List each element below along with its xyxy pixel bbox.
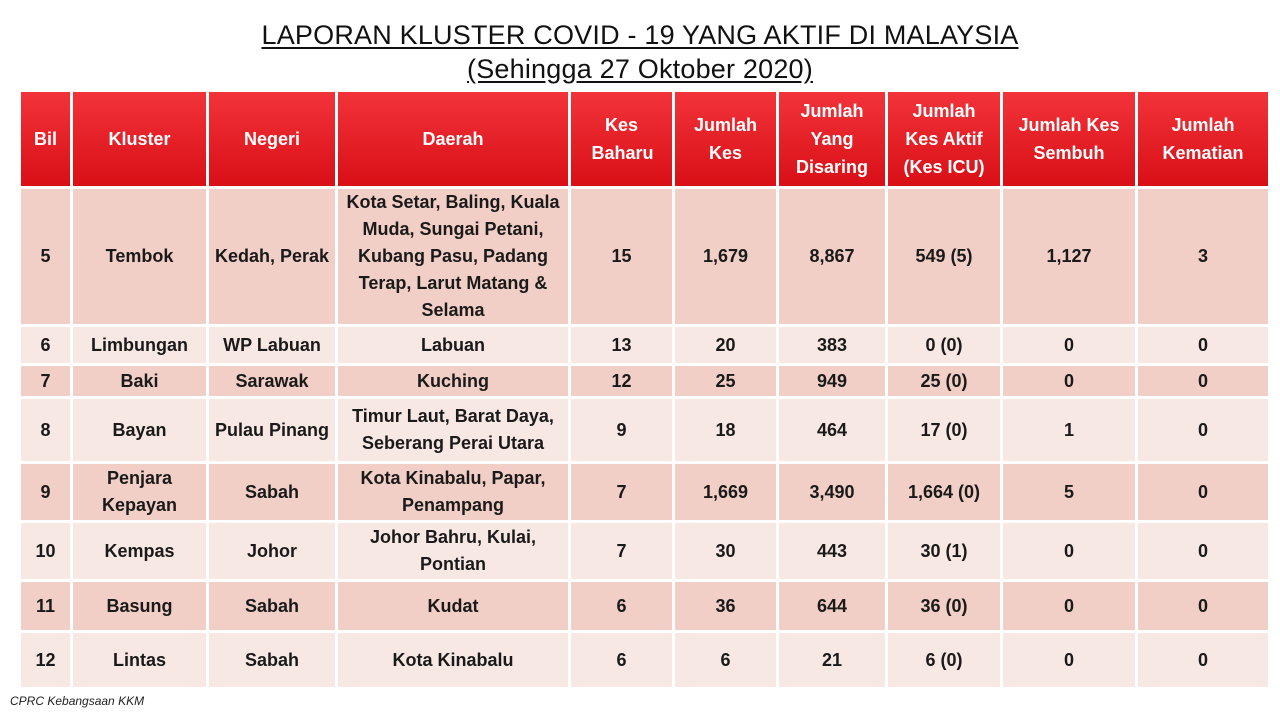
cell-kes-aktif: 25 (0) bbox=[888, 366, 1000, 396]
cell-bil: 5 bbox=[21, 189, 70, 324]
cell-kematian: 0 bbox=[1138, 633, 1268, 687]
table-row bbox=[21, 366, 1268, 396]
cell-negeri: Kedah, Perak bbox=[209, 189, 335, 324]
cell-daerah: Labuan bbox=[338, 327, 568, 363]
cell-bil: 10 bbox=[21, 523, 70, 579]
cell-bil: 12 bbox=[21, 633, 70, 687]
table-row bbox=[21, 582, 1268, 630]
cell-disaring: 443 bbox=[779, 523, 885, 579]
cell-kes-aktif: 1,664 (0) bbox=[888, 464, 1000, 520]
report-title: LAPORAN KLUSTER COVID - 19 YANG AKTIF DI MALAYSIA bbox=[261, 20, 1019, 50]
cell-negeri: Sarawak bbox=[209, 366, 335, 396]
cell-jumlah-kes: 1,679 bbox=[675, 189, 776, 324]
cell-daerah: Kota Setar, Baling, Kuala Muda, Sungai Petani, Kubang Pasu, Padang Terap, Larut Matang & Selama bbox=[338, 189, 568, 324]
cell-jumlah-kes: 36 bbox=[675, 582, 776, 630]
cell-kematian: 0 bbox=[1138, 582, 1268, 630]
cell-jumlah-kes: 30 bbox=[675, 523, 776, 579]
header-jumlah-kes: Jumlah Kes bbox=[675, 92, 776, 186]
cell-sembuh: 1,127 bbox=[1003, 189, 1135, 324]
cell-kes-aktif: 36 (0) bbox=[888, 582, 1000, 630]
cell-negeri: Pulau Pinang bbox=[209, 399, 335, 461]
cell-kes-baharu: 9 bbox=[571, 399, 672, 461]
header-negeri: Negeri bbox=[209, 92, 335, 186]
cell-negeri: WP Labuan bbox=[209, 327, 335, 363]
cell-kluster: Limbungan bbox=[73, 327, 206, 363]
cell-jumlah-kes: 20 bbox=[675, 327, 776, 363]
cell-kluster: Lintas bbox=[73, 633, 206, 687]
cell-jumlah-kes: 18 bbox=[675, 399, 776, 461]
cell-jumlah-kes: 25 bbox=[675, 366, 776, 396]
table-row bbox=[21, 327, 1268, 363]
cell-kluster: Baki bbox=[73, 366, 206, 396]
table-row bbox=[21, 523, 1268, 579]
cell-daerah: Kuching bbox=[338, 366, 568, 396]
cell-kematian: 0 bbox=[1138, 399, 1268, 461]
cell-kematian: 0 bbox=[1138, 366, 1268, 396]
cell-daerah: Kota Kinabalu, Papar, Penampang bbox=[338, 464, 568, 520]
cell-sembuh: 0 bbox=[1003, 633, 1135, 687]
cell-sembuh: 0 bbox=[1003, 366, 1135, 396]
source-footer: CPRC Kebangsaan KKM bbox=[10, 694, 145, 708]
report-date: (Sehingga 27 Oktober 2020) bbox=[467, 54, 813, 84]
table-row bbox=[21, 633, 1268, 687]
cell-daerah: Kudat bbox=[338, 582, 568, 630]
cell-sembuh: 0 bbox=[1003, 523, 1135, 579]
header-kluster: Kluster bbox=[73, 92, 206, 186]
header-row bbox=[21, 92, 1268, 186]
cell-disaring: 8,867 bbox=[779, 189, 885, 324]
header-kes-baharu: Kes Baharu bbox=[571, 92, 672, 186]
cell-kes-baharu: 6 bbox=[571, 633, 672, 687]
header-disaring: Jumlah Yang Disaring bbox=[779, 92, 885, 186]
cell-sembuh: 0 bbox=[1003, 327, 1135, 363]
cell-disaring: 644 bbox=[779, 582, 885, 630]
cell-disaring: 464 bbox=[779, 399, 885, 461]
cell-daerah: Timur Laut, Barat Daya, Seberang Perai Utara bbox=[338, 399, 568, 461]
cell-kes-baharu: 13 bbox=[571, 327, 672, 363]
cell-kluster: Bayan bbox=[73, 399, 206, 461]
cell-kes-baharu: 6 bbox=[571, 582, 672, 630]
cell-kluster: Tembok bbox=[73, 189, 206, 324]
cell-kematian: 0 bbox=[1138, 523, 1268, 579]
cell-negeri: Sabah bbox=[209, 582, 335, 630]
cell-bil: 7 bbox=[21, 366, 70, 396]
cell-kluster: Kempas bbox=[73, 523, 206, 579]
cell-kes-aktif: 30 (1) bbox=[888, 523, 1000, 579]
header-kes-aktif: Jumlah Kes Aktif (Kes ICU) bbox=[888, 92, 1000, 186]
cell-negeri: Sabah bbox=[209, 464, 335, 520]
cell-kes-baharu: 7 bbox=[571, 464, 672, 520]
cell-disaring: 949 bbox=[779, 366, 885, 396]
table-row bbox=[21, 399, 1268, 461]
cell-kes-baharu: 7 bbox=[571, 523, 672, 579]
cell-kluster: Penjara Kepayan bbox=[73, 464, 206, 520]
header-kematian: Jumlah Kematian bbox=[1138, 92, 1268, 186]
cell-kluster: Basung bbox=[73, 582, 206, 630]
cell-sembuh: 1 bbox=[1003, 399, 1135, 461]
cell-kematian: 0 bbox=[1138, 464, 1268, 520]
header-daerah: Daerah bbox=[338, 92, 568, 186]
cell-disaring: 21 bbox=[779, 633, 885, 687]
cell-daerah: Johor Bahru, Kulai, Pontian bbox=[338, 523, 568, 579]
cell-sembuh: 0 bbox=[1003, 582, 1135, 630]
cell-kes-aktif: 6 (0) bbox=[888, 633, 1000, 687]
cell-bil: 8 bbox=[21, 399, 70, 461]
cluster-table bbox=[18, 89, 1271, 690]
cell-bil: 9 bbox=[21, 464, 70, 520]
cell-negeri: Johor bbox=[209, 523, 335, 579]
cell-kes-aktif: 549 (5) bbox=[888, 189, 1000, 324]
cell-negeri: Sabah bbox=[209, 633, 335, 687]
cell-daerah: Kota Kinabalu bbox=[338, 633, 568, 687]
cell-kematian: 3 bbox=[1138, 189, 1268, 324]
header-sembuh: Jumlah Kes Sembuh bbox=[1003, 92, 1135, 186]
cell-bil: 11 bbox=[21, 582, 70, 630]
cell-bil: 6 bbox=[21, 327, 70, 363]
cell-kes-aktif: 0 (0) bbox=[888, 327, 1000, 363]
cell-sembuh: 5 bbox=[1003, 464, 1135, 520]
header-bil: Bil bbox=[21, 92, 70, 186]
cell-jumlah-kes: 1,669 bbox=[675, 464, 776, 520]
cell-jumlah-kes: 6 bbox=[675, 633, 776, 687]
cell-kes-aktif: 17 (0) bbox=[888, 399, 1000, 461]
cell-kes-baharu: 12 bbox=[571, 366, 672, 396]
table-row bbox=[21, 189, 1268, 324]
cell-kes-baharu: 15 bbox=[571, 189, 672, 324]
table-row bbox=[21, 464, 1268, 520]
cell-disaring: 383 bbox=[779, 327, 885, 363]
cell-kematian: 0 bbox=[1138, 327, 1268, 363]
cell-disaring: 3,490 bbox=[779, 464, 885, 520]
